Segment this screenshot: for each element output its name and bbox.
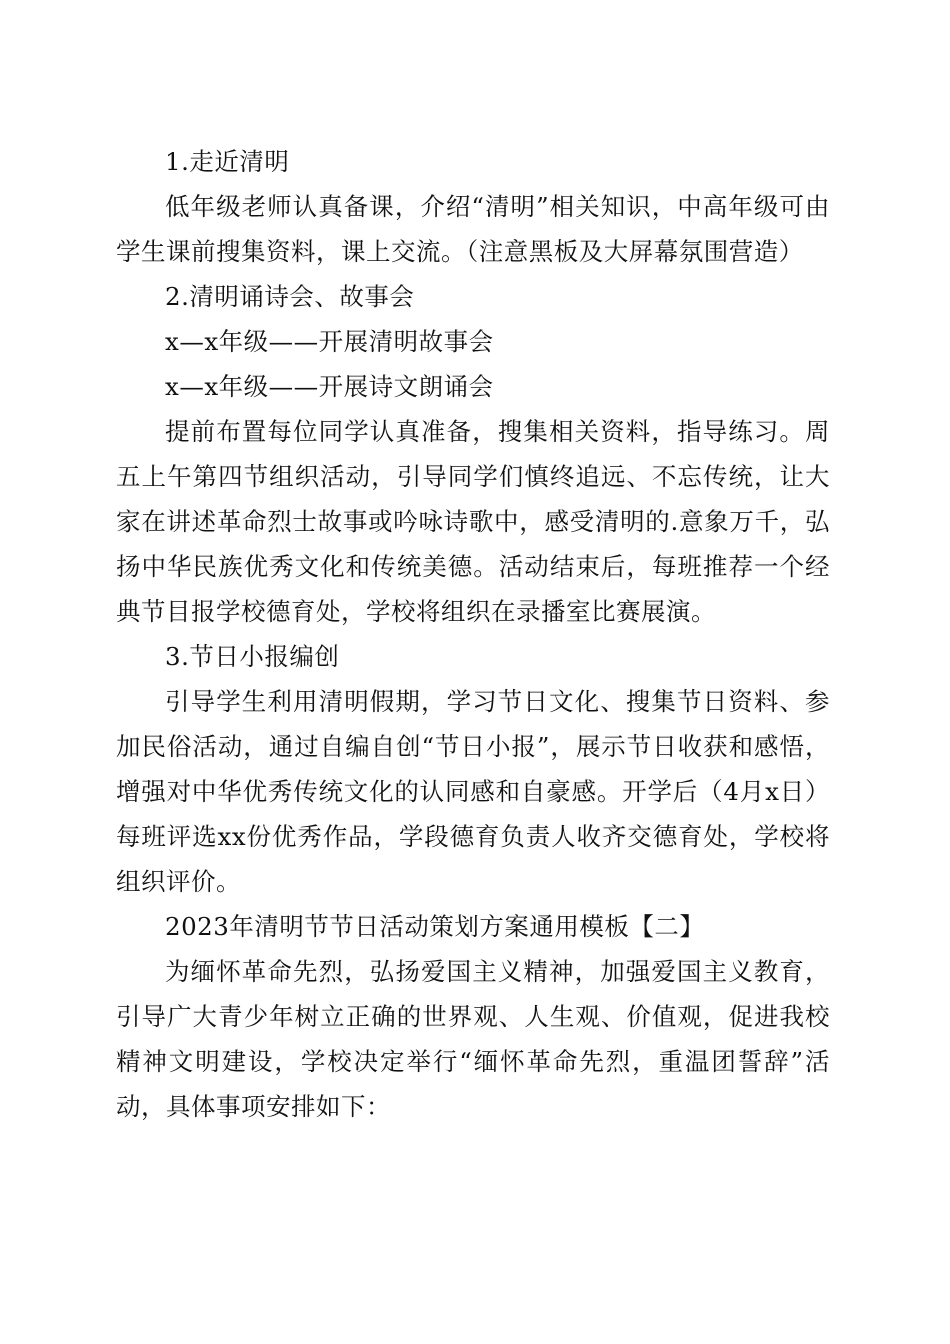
grade-line-poetry: x—x年级——开展诗文朗诵会	[165, 372, 494, 401]
document-body	[116, 139, 830, 1129]
paragraph-activity-details: 提前布置每位同学认真准备，搜集相关资料，指导练习。周五上午第四节组织活动，引导同学们慎终追远、不忘传统，让大家在讲述革命烈士故事或吟咏诗歌中，感受清明的.意象万千，弘扬中华民族优秀文化和传统美德。活动结束后，每班推荐一个经典节目报学校德育处，学校将组织在录播室比赛展演。	[116, 417, 830, 626]
section-heading-approach-qingming: 1.走近清明	[165, 147, 290, 176]
paragraph-newspaper-details: 引导学生利用清明假期，学习节日文化、搜集节日资料、参加民俗活动，通过自编自创“节日小报”，展示节日收获和感悟，增强对中华优秀传统文化的认同感和自豪感。开学后（4月x日）每班评选xx份优秀作品，学段德育负责人收齐交德育处，学校将组织评价。	[116, 687, 830, 896]
paragraph-lesson-prep: 低年级老师认真备课，介绍“清明”相关知识，中高年级可由学生课前搜集资料，课上交流。（注意黑板及大屏幕氛围营造）	[116, 192, 830, 266]
grade-line-story: x—x年级——开展清明故事会	[165, 327, 494, 356]
template-title-two: 2023年清明节节日活动策划方案通用模板【二】	[165, 912, 705, 941]
section-heading-holiday-newspaper: 3.节日小报编创	[165, 642, 340, 671]
paragraph-template-intro: 为缅怀革命先烈，弘扬爱国主义精神，加强爱国主义教育，引导广大青少年树立正确的世界观、人生观、价值观，促进我校精神文明建设，学校决定举行“缅怀革命先烈，重温团誓辞”活动，具体事项安排如下：	[116, 957, 830, 1121]
section-heading-poetry-story: 2.清明诵诗会、故事会	[165, 282, 415, 311]
